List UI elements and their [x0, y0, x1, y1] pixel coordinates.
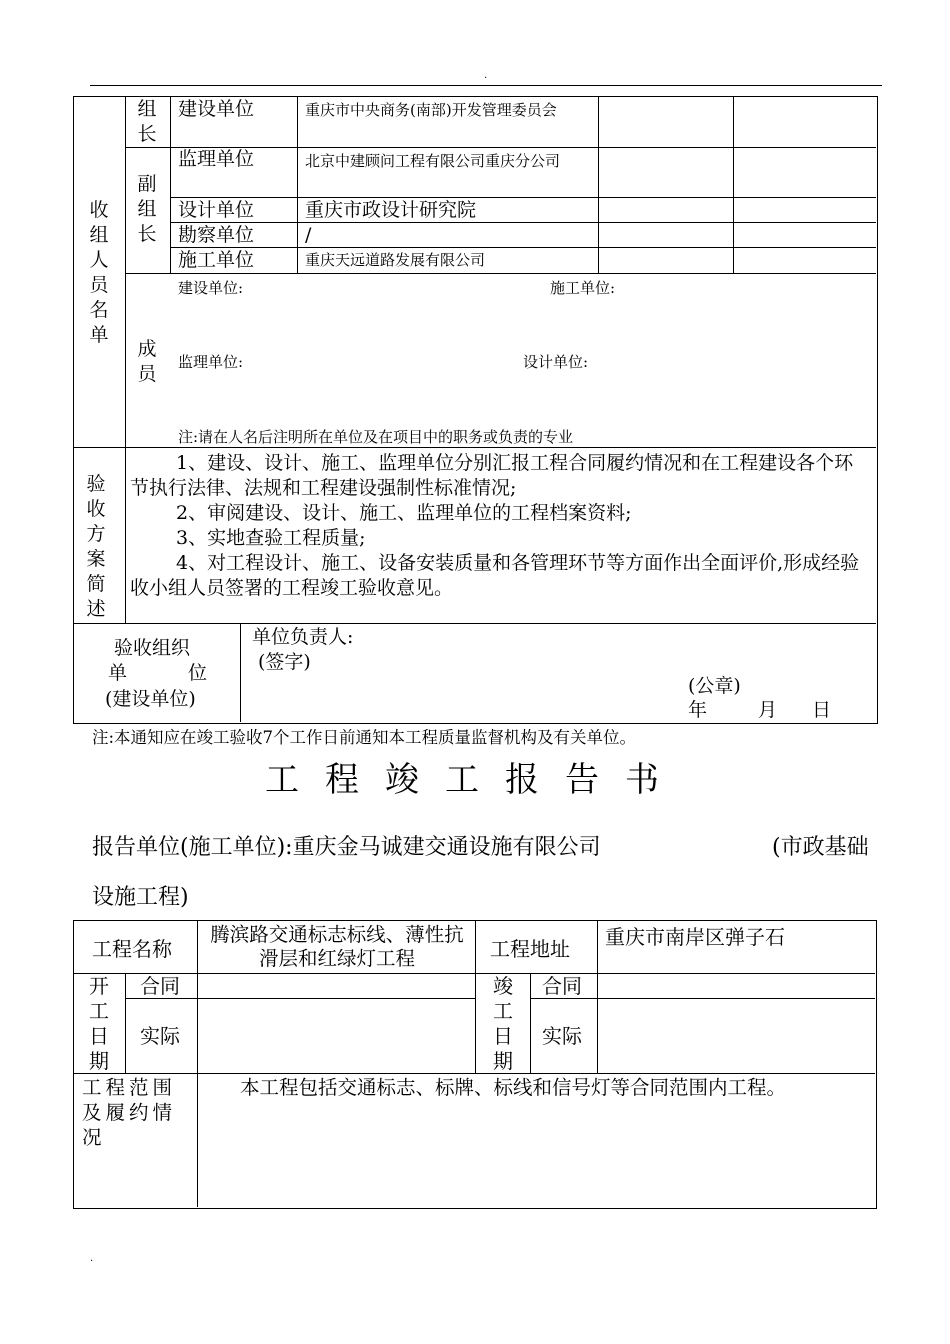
team-section-label: 收组人员名单 — [89, 199, 109, 346]
header-rule — [90, 85, 882, 86]
finish-date-label: 竣工日期 — [493, 974, 513, 1073]
company-supervision: 北京中建顾问工程有限公司重庆分公司 — [305, 152, 561, 170]
finish-actual-label: 实际 — [542, 1024, 582, 1048]
start-contract-label: 合同 — [140, 974, 180, 998]
footer-mark: . — [90, 1253, 94, 1264]
organizer-label-1: 验收组织 — [114, 637, 191, 659]
unit-label-builder: 施工单位 — [178, 249, 255, 271]
plan-item-2: 2、审阅建设、设计、施工、监理单位的工程档案资料; — [176, 502, 632, 524]
project-name: 腾滨路交通标志标线、薄性抗滑层和红绿灯工程 — [210, 923, 464, 970]
member-builder-unit: 施工单位: — [550, 279, 616, 297]
company-design: 重庆市政设计研究院 — [305, 199, 477, 221]
notice-note: 注:本通知应在竣工验收7个工作日前通知本工程质量监督机构及有关单位。 — [92, 728, 637, 747]
finish-contract-label: 合同 — [542, 974, 582, 998]
project-address-label: 工程地址 — [490, 937, 570, 961]
member-label: 成员 — [137, 338, 157, 385]
report-unit-text: 报告单位(施工单位):重庆金马诚建交通设施有限公司 — [92, 835, 601, 860]
company-builder: 重庆天远道路发展有限公司 — [305, 251, 486, 269]
plan-items — [130, 451, 872, 601]
plan-item-3: 3、实地查验工程质量; — [176, 527, 366, 549]
scope-label: 工程范围及履约情况 — [82, 1076, 177, 1149]
table-frame — [73, 96, 878, 724]
plan-item-1: 1、建设、设计、施工、监理单位分别汇报工程合同履约情况和在工程建设各个环节执行法律、法规和工程建设强制性标准情况; — [130, 452, 854, 499]
project-name-label: 工程名称 — [92, 937, 172, 961]
unit-label-supervision: 监理单位 — [178, 148, 255, 170]
start-actual-label: 实际 — [140, 1024, 180, 1048]
plan-label: 验收方案简述 — [86, 473, 106, 620]
member-construction-unit: 建设单位: — [178, 279, 244, 297]
organizer-label-3: (建设单位) — [105, 688, 196, 710]
project-address: 重庆市南岸区弹子石 — [605, 925, 785, 949]
header-mark: . — [484, 70, 488, 81]
member-supervision-unit: 监理单位: — [178, 353, 244, 371]
deputy-label: 副组长 — [137, 173, 157, 245]
company-construction: 重庆市中央商务(南部)开发管理委员会 — [305, 101, 557, 119]
report-unit-line-1: 报告单位(施工单位):重庆金马诚建交通设施有限公司 (市政基础 — [92, 835, 869, 860]
start-date-label: 开工日期 — [89, 974, 109, 1073]
scope-text: 本工程包括交通标志、标牌、标线和信号灯等合同范围内工程。 — [240, 1076, 787, 1099]
unit-label-design: 设计单位 — [178, 199, 255, 221]
unit-label-construction: 建设单位 — [178, 98, 255, 120]
report-title: 工程竣工报告书 — [265, 760, 685, 800]
seal-label: (公章) — [688, 675, 741, 697]
leader-label: 组长 — [137, 98, 157, 145]
plan-item-4: 4、对工程设计、施工、设备安装质量和各管理环节等方面作出全面评价,形成经验收小组人员签署的工程竣工验收意见。 — [130, 552, 860, 599]
member-design-unit: 设计单位: — [523, 353, 589, 371]
report-unit-line-2: 设施工程) — [92, 885, 189, 910]
member-note: 注:请在人名后注明所在单位及在项目中的职务或负责的专业 — [178, 428, 574, 446]
responsible-label: 单位负责人: — [252, 626, 354, 648]
unit-label-survey: 勘察单位 — [178, 224, 255, 246]
company-survey: / — [305, 224, 312, 246]
sign-label: (签字) — [258, 651, 311, 673]
